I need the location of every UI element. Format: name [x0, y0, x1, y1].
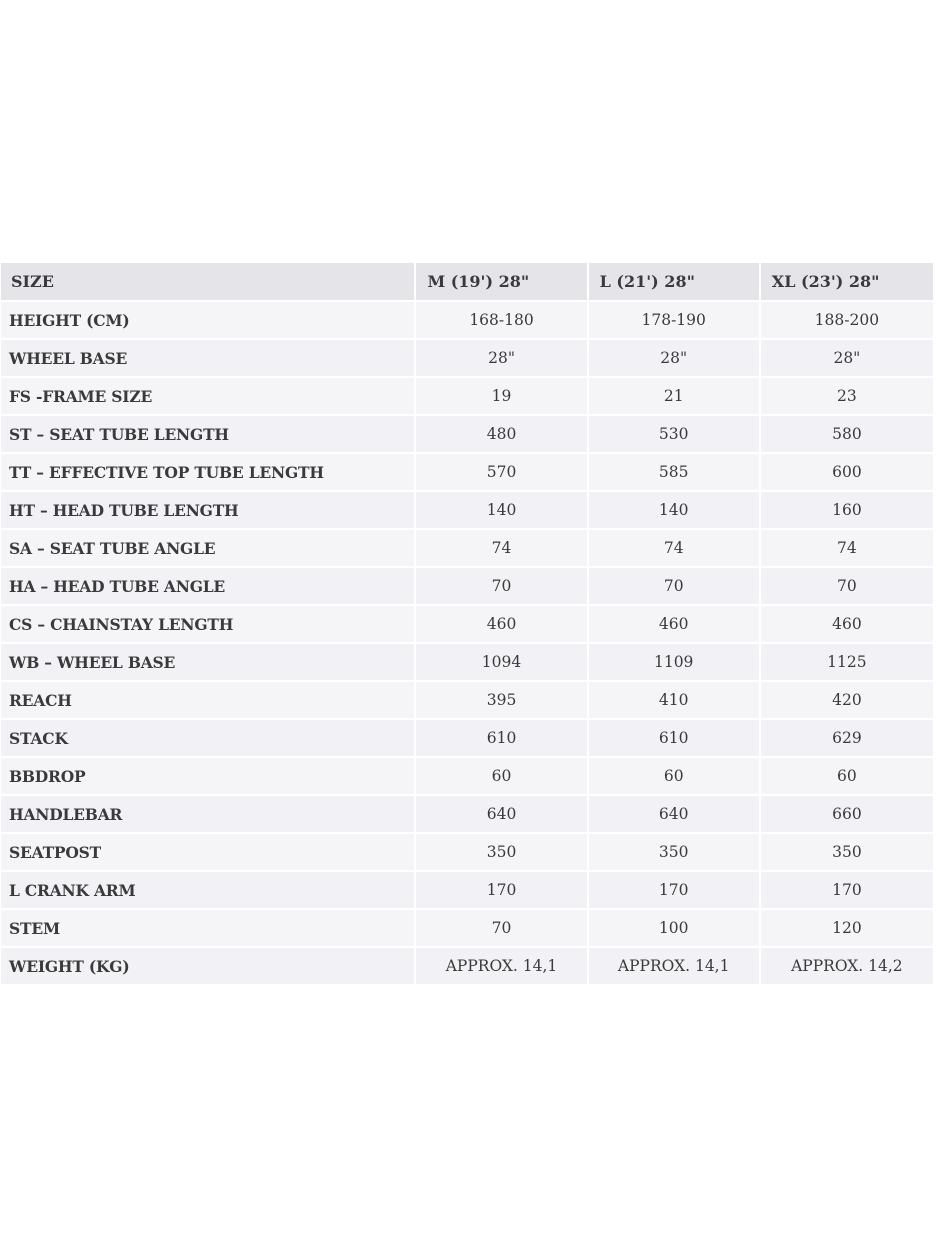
row-label: L CRANK ARM [1, 872, 416, 910]
table-row [1, 302, 933, 340]
row-value-xl: 160 [761, 492, 933, 530]
row-value-l: 21 [589, 378, 761, 416]
row-value-m: 395 [416, 682, 588, 720]
row-value-m: 460 [416, 606, 588, 644]
row-value-xl: 1125 [761, 644, 933, 682]
row-value-l: 410 [589, 682, 761, 720]
row-value-m: 70 [416, 568, 588, 606]
row-value-m: 168-180 [416, 302, 588, 340]
row-label: STACK [1, 720, 416, 758]
row-value-l: 100 [589, 910, 761, 948]
row-label: FS -FRAME SIZE [1, 378, 416, 416]
row-label: HEIGHT (CM) [1, 302, 416, 340]
row-value-xl: 420 [761, 682, 933, 720]
row-value-m: 1094 [416, 644, 588, 682]
row-label: CS – CHAINSTAY LENGTH [1, 606, 416, 644]
row-value-xl: 170 [761, 872, 933, 910]
table-row [1, 682, 933, 720]
row-label: BBDROP [1, 758, 416, 796]
header-size-l: L (21') 28" [589, 263, 761, 302]
row-value-m: 74 [416, 530, 588, 568]
row-value-xl: 600 [761, 454, 933, 492]
table-row [1, 644, 933, 682]
table-row [1, 568, 933, 606]
table-row [1, 492, 933, 530]
row-value-xl: 60 [761, 758, 933, 796]
row-value-l: 1109 [589, 644, 761, 682]
row-value-m: 140 [416, 492, 588, 530]
table-row [1, 758, 933, 796]
row-value-xl: 70 [761, 568, 933, 606]
header-size-xl: XL (23') 28" [761, 263, 933, 302]
row-value-l: APPROX. 14,1 [589, 948, 761, 986]
row-label: HA – HEAD TUBE ANGLE [1, 568, 416, 606]
table-row [1, 720, 933, 758]
header-size-m: M (19') 28" [416, 263, 588, 302]
row-value-xl: 188-200 [761, 302, 933, 340]
row-label: WB – WHEEL BASE [1, 644, 416, 682]
row-value-m: 570 [416, 454, 588, 492]
table-row [1, 340, 933, 378]
row-value-m: 170 [416, 872, 588, 910]
row-label: HT – HEAD TUBE LENGTH [1, 492, 416, 530]
table-row [1, 454, 933, 492]
table-row [1, 948, 933, 986]
row-value-xl: 120 [761, 910, 933, 948]
table-row [1, 606, 933, 644]
row-value-l: 640 [589, 796, 761, 834]
row-label: SA – SEAT TUBE ANGLE [1, 530, 416, 568]
row-label: HANDLEBAR [1, 796, 416, 834]
row-value-xl: 460 [761, 606, 933, 644]
table-body [1, 302, 933, 986]
row-label: WHEEL BASE [1, 340, 416, 378]
row-value-l: 28" [589, 340, 761, 378]
row-value-m: 610 [416, 720, 588, 758]
row-value-l: 585 [589, 454, 761, 492]
row-value-xl: 28" [761, 340, 933, 378]
row-value-xl: 74 [761, 530, 933, 568]
row-value-m: 19 [416, 378, 588, 416]
table-header-row [1, 263, 933, 302]
row-value-m: 28" [416, 340, 588, 378]
table-row [1, 834, 933, 872]
header-size-label: SIZE [1, 263, 416, 302]
row-value-m: 480 [416, 416, 588, 454]
row-label: ST – SEAT TUBE LENGTH [1, 416, 416, 454]
row-value-l: 60 [589, 758, 761, 796]
table-row [1, 416, 933, 454]
row-label: WEIGHT (KG) [1, 948, 416, 986]
row-label: REACH [1, 682, 416, 720]
row-value-l: 610 [589, 720, 761, 758]
row-value-l: 70 [589, 568, 761, 606]
row-value-xl: 350 [761, 834, 933, 872]
table-row [1, 530, 933, 568]
row-value-l: 178-190 [589, 302, 761, 340]
row-value-xl: 629 [761, 720, 933, 758]
row-value-m: 350 [416, 834, 588, 872]
row-value-xl: APPROX. 14,2 [761, 948, 933, 986]
row-value-l: 530 [589, 416, 761, 454]
row-value-l: 350 [589, 834, 761, 872]
table-row [1, 796, 933, 834]
row-value-m: 60 [416, 758, 588, 796]
row-value-m: 70 [416, 910, 588, 948]
row-value-m: APPROX. 14,1 [416, 948, 588, 986]
row-label: STEM [1, 910, 416, 948]
row-value-l: 74 [589, 530, 761, 568]
table-row [1, 910, 933, 948]
table-row [1, 378, 933, 416]
row-value-xl: 660 [761, 796, 933, 834]
row-value-xl: 23 [761, 378, 933, 416]
row-value-xl: 580 [761, 416, 933, 454]
row-value-l: 460 [589, 606, 761, 644]
row-value-l: 170 [589, 872, 761, 910]
row-value-l: 140 [589, 492, 761, 530]
row-label: TT – EFFECTIVE TOP TUBE LENGTH [1, 454, 416, 492]
row-label: SEATPOST [1, 834, 416, 872]
geometry-table [1, 263, 933, 986]
table-row [1, 872, 933, 910]
row-value-m: 640 [416, 796, 588, 834]
